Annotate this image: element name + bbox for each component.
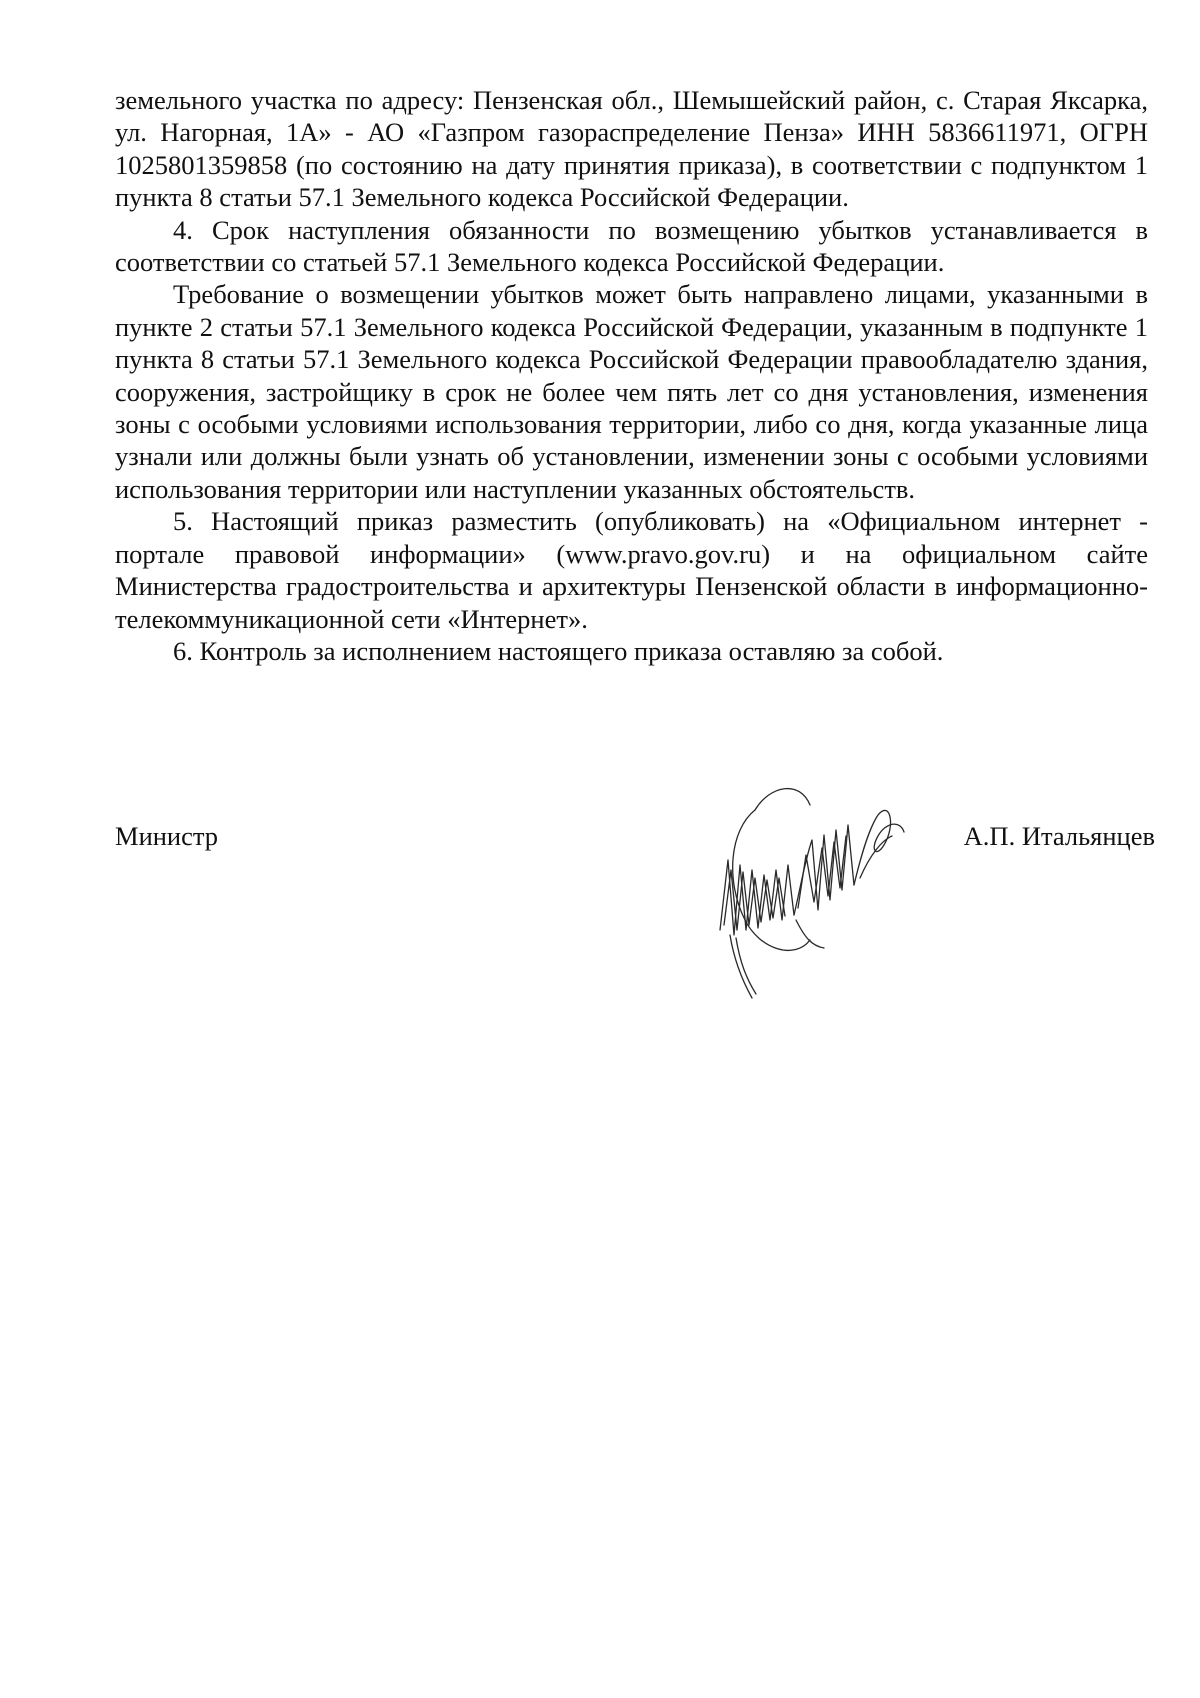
paragraph-item-4: 4. Срок наступления обязанности по возмещению убытков устанавливается в соответствии со статьей 57.1 Земельного кодекса Российской Федерации.: [115, 214, 1148, 278]
paragraph-item-5: 5. Настоящий приказ разместить (опубликовать) на «Официальном интернет - портале правовой информации» (www.pravo.gov.ru) и на официальном сайте Министерства градостроительства и архитектуры Пензенской области в информационно-телекоммуникационной сети «Интернет».: [115, 506, 1148, 634]
signature-block: [115, 820, 1155, 860]
paragraph-claim-requirement: Требование о возмещении убытков может быть направлено лицами, указанными в пункте 2 статьи 57.1 Земельного кодекса Российской Федерации, указанным в подпункте 1 пункта 8 статьи 57.1 Земельного кодекса Российской Федерации правообладателю здания, сооружения, застройщику в срок не более чем пять лет со дня установления, изменения зоны с особыми условиями использования территории, либо со дня, когда указанные лица узнали или должны были узнать об установлении, изменении зоны с особыми условиями использования территории или наступлении указанных обстоятельств.: [115, 279, 1148, 504]
signer-position: Министр: [115, 821, 219, 851]
signer-name: А.П. Итальянцев: [963, 821, 1155, 851]
paragraph-item-6: 6. Контроль за исполнением настоящего приказа оставляю за собой.: [173, 635, 944, 666]
paragraph-address: земельного участка по адресу: Пензенская обл., Шемышейский район, с. Старая Яксарка, ул. Нагорная, 1А» - АО «Газпром газораспределение Пенза» ИНН 5836611971, ОГРН 1025801359858 (по состоянию на дату принятия приказа), в соответствии с подпунктом 1 пункта 8 статьи 57.1 Земельного кодекса Российской Федерации.: [115, 85, 1148, 213]
handwritten-signature: [700, 770, 910, 1010]
document-body: [115, 84, 1148, 667]
